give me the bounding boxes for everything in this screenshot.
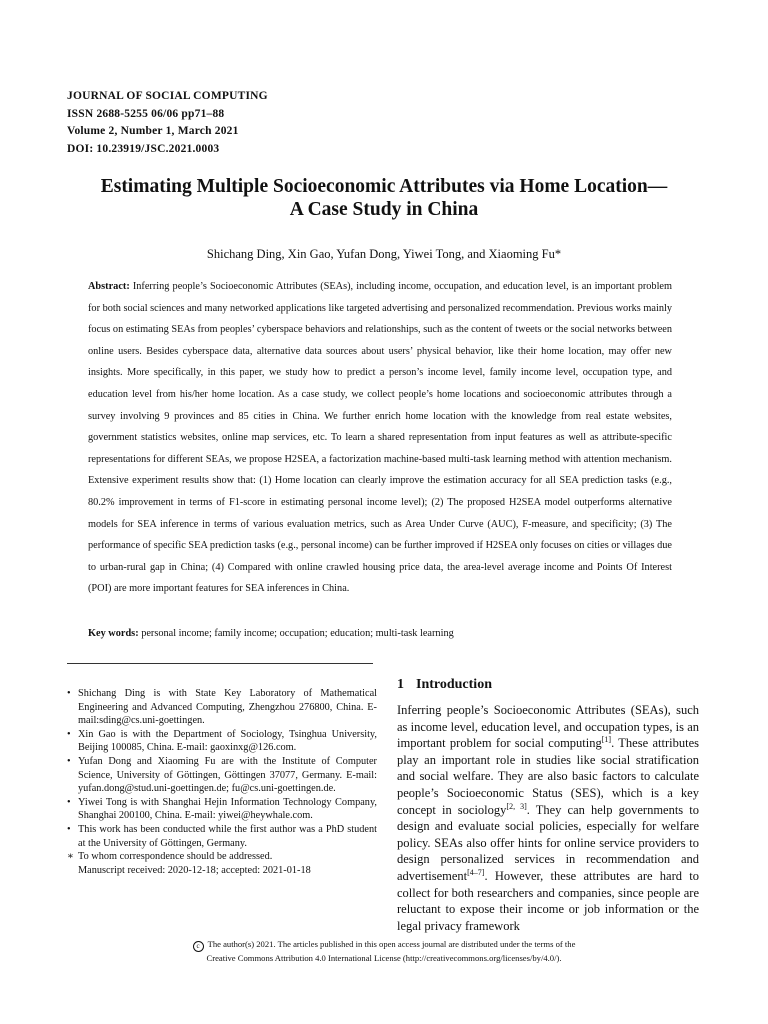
intro-text: . However, these attributes are hard to collect for both researchers and companies, since people are reluctant to expose their income or job information or the legal privacy framework xyxy=(397,868,699,933)
intro-text: . These attributes play an important role in studies like social stratification and social welfare. They are also basic factors to calculate people’s Socioeconomic Status (SES), which is a key concept in sociology xyxy=(397,736,699,817)
journal-doi: DOI: 10.23919/JSC.2021.0003 xyxy=(67,142,220,155)
keywords-label: Key words: xyxy=(88,628,139,639)
section-title: Introduction xyxy=(416,677,492,692)
abstract-text: Inferring people’s Socioeconomic Attributes (SEAs), including income, occupation, and education level, is an important problem for both social sciences and many networked applications like targeted advertising and personalized recommendation. Previous works mainly focus on estimating SEAs from peoples’ cyberspace behaviors and relationships, such as the content of tweets or the social networks between online users. Besides cyberspace data, alternative data sources about users’ physical behavior, like their home location, may offer new insights. More specifically, in this paper, we study how to predict a person’s income level, family income level, occupation type, and education level from his/her home location. As a case study, we collect people’s home locations and socioeconomic attributes through a survey involving 9 provinces and 85 cities in China. We further enrich home location with the knowledge from real estate websites, government statistics websites, online map services, etc. To learn a shared representation from input features as well as attribute-specific representations for different SEAs, we propose H2SEA, a factorization machine-based multi-task learning method with attention mechanism. Extensive experiment results show that: (1) Home location can clearly improve the estimation accuracy for all SEA prediction tasks (e.g., 80.2% improvement in terms of F1-score in estimating personal income level); (2) The proposed H2SEA model outperforms alternative models for SEA inference in terms of various evaluation metrics, such as Area Under Curve (AUC), F-measure, and specificity; (3) The performance of specific SEA prediction tasks (e.g., personal income) can be further improved if H2SEA only focuses on cities or villages due to urban-rural gap in China; (4) Compared with online crawled housing price data, the area-level average income and Points Of Interest (POI) are more important features for SEA inferences in China. xyxy=(88,281,673,595)
footnote-bullet: • xyxy=(67,796,71,808)
intro-text: . They can help governments to design and evaluate social policies, especially for welfare policy. SEAs also offer hints for online service providers to design personalized services in recommendation and advertisement xyxy=(397,802,700,883)
journal-volume: Volume 2, Number 1, March 2021 xyxy=(67,125,239,137)
footnote-text: Manuscript received: 2020-12-18; accepted: 2021-01-18 xyxy=(78,864,311,876)
footnote-text: Xin Gao is with the Department of Sociology, Tsinghua University, Beijing 100085, China. E-mail: gaoxinxg@126.com. xyxy=(78,728,377,754)
footnote-bullet: • xyxy=(67,755,71,767)
footnote-item xyxy=(67,796,377,823)
footnote-text: Yufan Dong and Xiaoming Fu are with the Institute of Computer Science, University of Göttingen, Göttingen 37077, Germany. E-mail: yufan.dong@stud.uni-goettingen.de; fu@cs.uni-goettingen.de. xyxy=(78,755,377,795)
footnote-item xyxy=(67,728,377,755)
journal-header xyxy=(67,88,268,158)
intro-text: Inferring people’s Socioeconomic Attributes (SEAs), such as income level, education level, and occupation types, is an important problem for social computing xyxy=(397,703,699,751)
keywords-text: personal income; family income; occupation; education; multi-task learning xyxy=(141,628,454,639)
footer-line-2: Creative Commons Attribution 4.0 International License (http://creativecommons.org/licenses/by/4.0/). xyxy=(206,953,562,963)
title-line-1: Estimating Multiple Socioeconomic Attributes via Home Location— xyxy=(100,176,668,197)
footnote-bullet: • xyxy=(67,823,71,835)
abstract-label: Abstract: xyxy=(88,281,130,292)
footnote-text: This work has been conducted while the first author was a PhD student at the University of Göttingen, Germany. xyxy=(78,823,377,849)
section-heading xyxy=(397,677,492,693)
license-footer xyxy=(40,938,728,965)
paper-title xyxy=(40,175,728,221)
citation: [2, 3] xyxy=(506,801,527,811)
author-list: Shichang Ding, Xin Gao, Yufan Dong, Yiwei Tong, and Xiaoming Fu* xyxy=(206,247,562,261)
journal-name: JOURNAL OF SOCIAL COMPUTING xyxy=(67,90,268,102)
title-line-2: A Case Study in China xyxy=(289,199,479,220)
footnote-text: Yiwei Tong is with Shanghai Hejin Information Technology Company, Shanghai 200100, China. E-mail: yiwei@heywhale.com. xyxy=(78,796,377,822)
introduction-paragraph xyxy=(397,702,699,934)
footnote-divider xyxy=(67,663,373,664)
footnote-text: To whom correspondence should be addressed. xyxy=(78,851,273,863)
keywords xyxy=(88,628,672,639)
citation: [1] xyxy=(601,735,612,745)
journal-issn: ISSN 2688-5255 06/06 pp71–88 xyxy=(67,107,225,120)
footnote-item xyxy=(67,687,377,728)
footnote-text: Shichang Ding is with State Key Laboratory of Mathematical Engineering and Advanced Computing, Zhengzhou 276800, China. E-mail:sding@cs.uni-goettingen. xyxy=(78,688,377,727)
footnote-bullet: ∗ xyxy=(67,851,74,863)
copyright-icon: c xyxy=(193,941,204,952)
footnotes xyxy=(67,687,377,877)
footnote-bullet: • xyxy=(67,688,71,699)
citation: [4–7] xyxy=(467,867,485,877)
footnote-item xyxy=(67,823,377,850)
section-number: 1 xyxy=(397,677,404,692)
footnote-item xyxy=(67,755,377,796)
footnote-item xyxy=(67,850,377,864)
footnote-bullet: • xyxy=(67,728,71,740)
abstract xyxy=(88,276,672,600)
manuscript-dates xyxy=(67,864,377,878)
footer-line-1: The author(s) 2021. The articles published in this open access journal are distributed under the terms of the xyxy=(207,939,576,949)
